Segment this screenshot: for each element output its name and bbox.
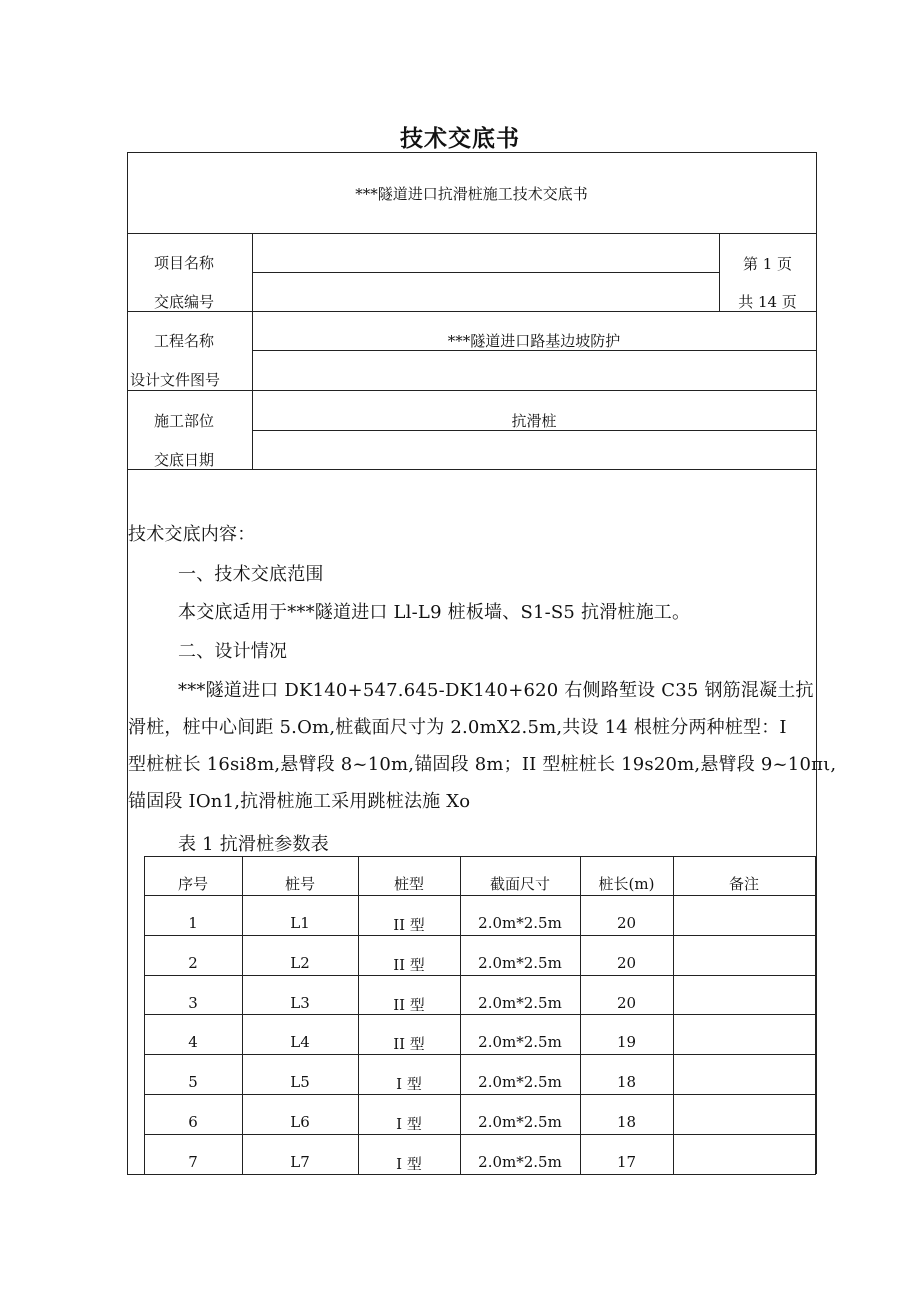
project-name-label: 项目名称 xyxy=(154,254,215,272)
table-cell-section: 2.0m*2.5m xyxy=(478,1153,562,1171)
table-cell-pile: L2 xyxy=(290,954,310,972)
table-col-line xyxy=(815,856,816,1174)
page-total: 共 14 页 xyxy=(738,293,797,311)
section2-title: 二、设计情况 xyxy=(178,641,288,662)
frame-left-border xyxy=(127,152,128,1174)
frame-right-border xyxy=(816,152,817,1174)
table-header-cell: 序号 xyxy=(177,875,208,893)
table-header-cell: 桩号 xyxy=(284,875,315,893)
table-cell-section: 2.0m*2.5m xyxy=(478,954,562,972)
design-drawing-label: 设计文件图号 xyxy=(130,371,221,389)
info-col-divider xyxy=(252,233,253,469)
table-col-line xyxy=(673,856,674,1174)
table-cell-length: 17 xyxy=(616,1153,637,1171)
disclosure-date-label: 交底日期 xyxy=(154,451,215,469)
table-cell-pile: L1 xyxy=(290,914,310,932)
divider xyxy=(127,390,816,391)
table-cell-pile: L3 xyxy=(290,994,310,1012)
table-cell-type: I 型 xyxy=(396,1115,422,1133)
table-row-line xyxy=(144,1134,815,1135)
table-cell-length: 20 xyxy=(616,994,637,1012)
table-cell-no: 6 xyxy=(188,1113,198,1131)
table-row-line xyxy=(144,1014,815,1015)
table-cell-type: II 型 xyxy=(393,916,425,934)
table-cell-type: I 型 xyxy=(396,1075,422,1093)
section2-line: 型桩桩长 16si8m,悬臂段 8~10m,锚固段 8m；II 型桩桩长 19s20m,悬臂段 9~10πι, xyxy=(128,754,837,775)
table-cell-pile: L6 xyxy=(290,1113,310,1131)
table-row-line xyxy=(144,975,815,976)
section2-line: 锚固段 IOn1,抗滑桩施工采用跳桩法施 Xo xyxy=(128,791,471,812)
table-cell-length: 19 xyxy=(616,1033,637,1051)
table-cell-type: I 型 xyxy=(396,1155,422,1173)
table-cell-no: 4 xyxy=(188,1033,198,1051)
construction-part-label: 施工部位 xyxy=(154,412,215,430)
construction-part-value: 抗滑桩 xyxy=(511,412,557,430)
section2-line: 滑桩，桩中心间距 5.Om,桩截面尺寸为 2.0mX2.5m,共设 14 根桩分两种桩型：I xyxy=(128,717,787,738)
engineering-name-label: 工程名称 xyxy=(154,332,215,350)
table-row-line xyxy=(144,895,815,896)
table-cell-no: 5 xyxy=(188,1073,198,1091)
section2-line: ***隧道进口 DK140+547.645-DK140+620 右侧路堑设 C35 钢筋混凝土抗 xyxy=(178,680,814,701)
page-number: 第 1 页 xyxy=(742,255,793,273)
table-cell-pile: L5 xyxy=(290,1073,310,1091)
table-cell-type: II 型 xyxy=(393,996,425,1014)
frame-top-border xyxy=(127,152,816,153)
table-cell-section: 2.0m*2.5m xyxy=(478,994,562,1012)
table-cell-no: 3 xyxy=(188,994,198,1012)
table-cell-length: 18 xyxy=(616,1113,637,1131)
table-cell-no: 2 xyxy=(188,954,198,972)
table-cell-length: 20 xyxy=(616,914,637,932)
table-cell-section: 2.0m*2.5m xyxy=(478,1113,562,1131)
engineering-name-value: ***隧道进口路基边坡防护 xyxy=(447,332,621,350)
table-header-cell: 截面尺寸 xyxy=(489,875,550,893)
table-cell-no: 7 xyxy=(188,1153,198,1171)
table-cell-pile: L7 xyxy=(290,1153,310,1171)
table-row-line xyxy=(144,1174,815,1175)
table-header-cell: 桩长(m) xyxy=(598,875,655,893)
section1-title: 一、技术交底范围 xyxy=(178,564,324,585)
table-row-line xyxy=(144,1094,815,1095)
table-header-cell: 备注 xyxy=(728,875,759,893)
divider xyxy=(127,233,816,234)
table-caption: 表 1 抗滑桩参数表 xyxy=(178,834,329,855)
divider xyxy=(252,272,719,273)
table-header-cell: 桩型 xyxy=(393,875,424,893)
table-cell-type: II 型 xyxy=(393,956,425,974)
section1-text: 本交底适用于***隧道进口 Ll-L9 桩板墙、S1-S5 抗滑桩施工。 xyxy=(178,602,691,623)
divider xyxy=(127,469,816,470)
disclosure-no-label: 交底编号 xyxy=(154,293,215,311)
table-cell-type: II 型 xyxy=(393,1035,425,1053)
table-cell-length: 20 xyxy=(616,954,637,972)
subject-title: ***隧道进口抗滑桩施工技术交底书 xyxy=(355,185,588,203)
content-heading: 技术交底内容： xyxy=(128,524,256,545)
divider xyxy=(127,311,816,312)
table-row-line xyxy=(144,1054,815,1055)
table-row-line xyxy=(144,935,815,936)
table-row-line xyxy=(144,856,815,857)
table-cell-section: 2.0m*2.5m xyxy=(478,914,562,932)
table-cell-section: 2.0m*2.5m xyxy=(478,1033,562,1051)
page-title: 技术交底书 xyxy=(400,126,520,152)
table-cell-length: 18 xyxy=(616,1073,637,1091)
table-cell-no: 1 xyxy=(188,914,198,932)
table-cell-section: 2.0m*2.5m xyxy=(478,1073,562,1091)
table-cell-pile: L4 xyxy=(290,1033,310,1051)
